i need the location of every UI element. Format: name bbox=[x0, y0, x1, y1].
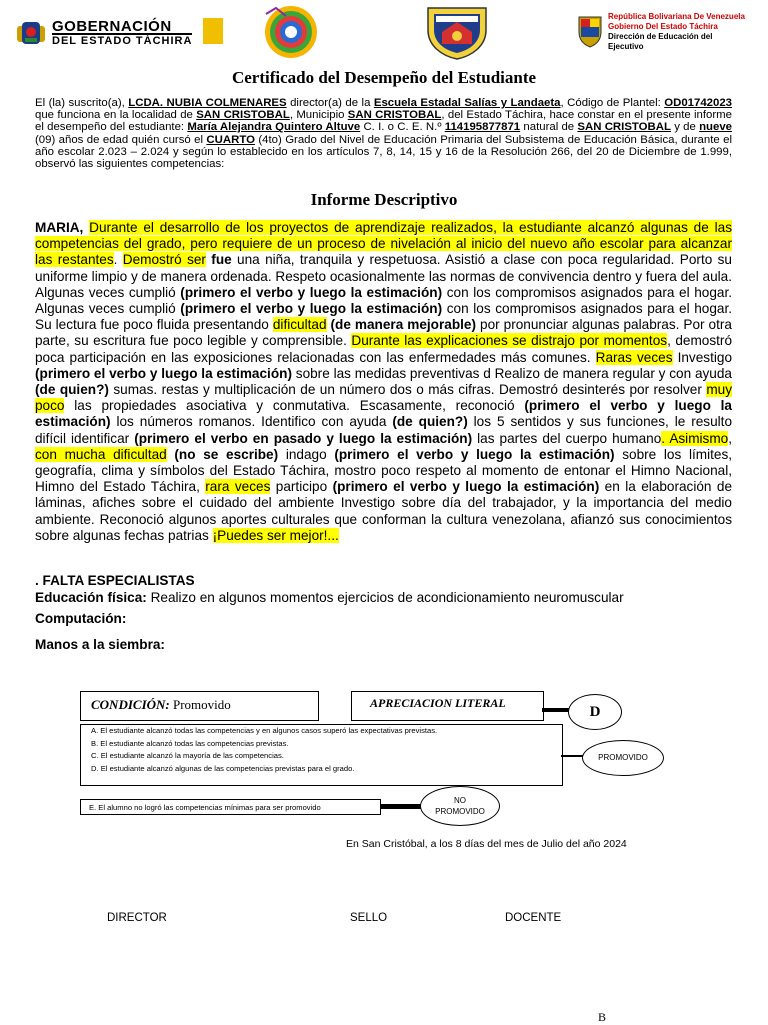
accent-bar bbox=[203, 18, 223, 44]
highlighted-text: rara veces bbox=[205, 479, 271, 495]
highlighted-text: ¡Puedes ser mejor!... bbox=[212, 527, 339, 543]
literal-grade-box bbox=[351, 691, 544, 721]
connector-line bbox=[542, 708, 570, 712]
highlighted-text: . Asimismo bbox=[661, 430, 729, 446]
descriptive-report bbox=[35, 220, 732, 544]
bold-text: (primero el verbo y luego la estimación) bbox=[180, 301, 443, 317]
report-text: las partes del cuerpo humano bbox=[472, 430, 662, 446]
competency-d: D. El estudiante alcanzó algunas de las competencias previstas para el grado. bbox=[91, 763, 355, 773]
bold-text: (primero el verbo y luego la estimación) bbox=[35, 398, 732, 430]
highlighted-text: Demostró ser bbox=[122, 252, 206, 268]
highlighted-text: Durante el desarrollo de los proyectos de aprendizaje realizados, la estudiante alcanzó algunas de las competencias del grado, pero requiere de un proceso de nivelación al inicio del nuevo año escolar para alcanzar las restantes bbox=[35, 220, 732, 268]
gobernacion-title: GOBERNACIÓN bbox=[52, 18, 172, 35]
school-code: OD01742023 bbox=[664, 97, 732, 109]
report-subtitle: Informe Descriptivo bbox=[310, 190, 458, 209]
computing-label: Computación: bbox=[35, 611, 127, 626]
report-text: Investigo bbox=[672, 349, 733, 365]
report-text: con los compromisos asignados para el hogar. Su lectura fue poco fluida presentando bbox=[35, 301, 733, 333]
physical-education-text: Realizo en algunos momentos ejercicios de acondicionamiento neuromuscular bbox=[146, 590, 624, 605]
connector-line bbox=[561, 755, 583, 757]
bold-text: (no se escribe) bbox=[174, 446, 279, 462]
report-text: sumas. restas y multiplicación de un número dos o más cifras. Demostró desinterés por resolver bbox=[108, 382, 707, 398]
report-text: con los compromisos asignados para el hogar. Algunas veces cumplió bbox=[35, 284, 733, 317]
intro-text: (4to) Grado del Nivel de Educación Primaria del Subsistema de Educación Básica, durante el año escolar 2.023 – 2.024 y según lo establecido en los artículos 7, 8, 14, 15 y 16 de la Resolución 266, del 20 de Diciembre de 1.999, observó las siguientes competencias: bbox=[35, 133, 732, 171]
intro-text: director(a) de la bbox=[286, 97, 374, 109]
highlighted-text: dificultad bbox=[272, 317, 327, 333]
not-promoted-oval bbox=[420, 786, 500, 826]
report-text: sobre las medidas preventivas d Realizo de manera regular y con ayuda bbox=[291, 365, 732, 381]
not-achieved-box: E. El alumno no logró las competencias mínimas para ser promovido bbox=[80, 799, 381, 815]
missing-specialists: . FALTA ESPECIALISTAS bbox=[35, 573, 195, 588]
literal-grade-label: APRECIACION LITERAL bbox=[370, 696, 506, 710]
competency-b: B. El estudiante alcanzó todas las competencias previstas. bbox=[91, 738, 289, 748]
not-promoted-line-2: PROMOVIDO bbox=[435, 807, 485, 816]
report-text: los números romanos. Identifico con ayuda bbox=[110, 414, 393, 430]
physical-education-line bbox=[35, 590, 624, 605]
intro-text: El (la) suscrito(a), bbox=[35, 97, 129, 109]
signature-director: DIRECTOR bbox=[107, 912, 167, 924]
bold-text: (de quien?) bbox=[35, 382, 109, 398]
place-date: En San Cristóbal, a los 8 días del mes de Julio del año 2024 bbox=[346, 838, 627, 850]
coat-of-arms-icon bbox=[576, 14, 604, 48]
locality: SAN CRISTOBAL bbox=[196, 109, 290, 122]
intro-text: que funciona en la localidad de bbox=[35, 109, 197, 122]
bold-text: (primero el verbo y luego la estimación) bbox=[332, 479, 600, 495]
student-name: María Alejandra Quintero Altuve bbox=[187, 121, 361, 134]
highlighted-text: Durante las explicaciones se distrajo por momentos bbox=[351, 333, 668, 349]
rbv-line-1: República Bolivariana De Venezuela bbox=[608, 12, 745, 21]
bold-text: (primero el verbo y luego la estimación) bbox=[334, 446, 615, 462]
rbv-line-3: Dirección de Educación del Ejecutivo bbox=[608, 32, 713, 51]
bold-text: (primero el verbo en pasado y luego la estimación) bbox=[134, 430, 473, 446]
report-text: las propiedades asociativa y conmutativa. Escasamente, reconoció bbox=[64, 398, 525, 414]
connector-line bbox=[381, 804, 421, 809]
competency-list bbox=[80, 724, 563, 786]
highlighted-text: Raras veces bbox=[595, 349, 673, 365]
bold-text: fue bbox=[205, 252, 232, 268]
intro-paragraph bbox=[35, 97, 732, 170]
grade-oval: D bbox=[568, 694, 622, 730]
report-text: . bbox=[113, 252, 123, 268]
report-text: una niña, tranquila y respetuosa. Asistió a clase con poca regularidad. Porto su uniforme limpio y de manera ordenada. Respeto ocasionalmente las normas de convivencia dentro y fuera del aula. Algunas veces cumplió bbox=[35, 252, 732, 300]
page-marker: B bbox=[598, 1010, 607, 1024]
intro-text: natural de bbox=[520, 121, 578, 134]
rbv-line-2: Gobierno Del Estado Táchira bbox=[608, 22, 718, 31]
government-header bbox=[576, 12, 746, 52]
report-text: indago bbox=[278, 446, 335, 462]
competency-c: C. El estudiante alcanzó la mayoría de las competencias. bbox=[91, 751, 284, 761]
school-shield-icon bbox=[422, 4, 492, 60]
report-text: sobre los límites, geografía, clima y símbolos del Estado Táchira, mostro poco respeto al momento de entonar el Himno Nacional, Himno del Estado Táchira, bbox=[35, 446, 733, 495]
highlighted-text: muy poco bbox=[35, 382, 732, 414]
bold-text: (primero el verbo y luego la estimación) bbox=[35, 365, 292, 381]
report-text: por pronunciar algunas palabras. Por otra parte, su escritura fue poco legible y comprensible. bbox=[35, 317, 732, 349]
document-title: Certificado del Desempeño del Estudiante bbox=[231, 68, 537, 87]
gardening-label: Manos a la siembra: bbox=[35, 637, 165, 652]
bold-text: MARIA, bbox=[35, 220, 90, 235]
school-name: Escuela Estadal Salías y Landaeta bbox=[373, 97, 561, 109]
report-text: participo bbox=[270, 479, 333, 495]
condition-value: Promovido bbox=[169, 697, 231, 712]
student-id: 114195877871 bbox=[444, 121, 521, 134]
director-name: LCDA. NUBIA COLMENARES bbox=[128, 97, 287, 109]
report-text: los 5 sentidos y sus funciones, le resulto difícil identificar bbox=[35, 414, 733, 446]
state-emblem-icon bbox=[16, 20, 46, 46]
intro-text: C. I. o C. E. N.º bbox=[360, 121, 445, 134]
municipality: SAN CRISTOBAL bbox=[347, 109, 442, 122]
intro-text: (09) años de edad quién cursó el bbox=[35, 133, 207, 146]
competency-a: A. El estudiante alcanzó todas las competencias y en algunos casos superó las expectativas previstas. bbox=[91, 726, 438, 735]
bold-text: (de quien?) bbox=[392, 414, 468, 430]
intro-text: , Municipio bbox=[289, 109, 348, 122]
physical-education-label: Educación física: bbox=[35, 590, 147, 605]
highlighted-text: con mucha dificultad bbox=[35, 446, 167, 462]
report-text: , bbox=[728, 430, 733, 446]
signature-seal: SELLO bbox=[350, 912, 388, 924]
intro-text: , Código de Plantel: bbox=[560, 97, 665, 109]
student-grade: CUARTO bbox=[206, 133, 255, 146]
education-circle-logo-icon bbox=[246, 4, 336, 60]
promoted-oval: PROMOVIDO bbox=[582, 740, 664, 776]
condition-box bbox=[80, 691, 319, 721]
intro-text: y de bbox=[670, 121, 700, 134]
signature-teacher: DOCENTE bbox=[505, 912, 562, 924]
intro-text: , del Estado Táchira, hace constar en el presente informe el desempeño del estudiante: bbox=[35, 109, 732, 134]
report-text: , demostró poca participación en las exposiciones relacionadas con las enfermedades más comunes. bbox=[35, 333, 733, 365]
report-text: en la elaboración de láminas, afiches sobre el cuidado del ambiente Investigo sobre día del trabajador, y la importancia del medio ambiente. Reconoció algunos aportes culturales que conforman la cultura venezolana, afianzó sus conocimientos sobre algunas fechas patrias bbox=[35, 479, 733, 543]
bold-text: (de manera mejorable) bbox=[330, 317, 477, 333]
student-age: nueve bbox=[699, 121, 733, 134]
birthplace: SAN CRISTOBAL bbox=[577, 121, 671, 134]
bold-text: (primero el verbo y luego la estimación) bbox=[180, 284, 443, 300]
gobernacion-subtitle: DEL ESTADO TÁCHIRA bbox=[52, 35, 193, 47]
condition-label: CONDICIÓN: bbox=[91, 697, 170, 712]
not-promoted-line-1: NO bbox=[454, 796, 466, 805]
